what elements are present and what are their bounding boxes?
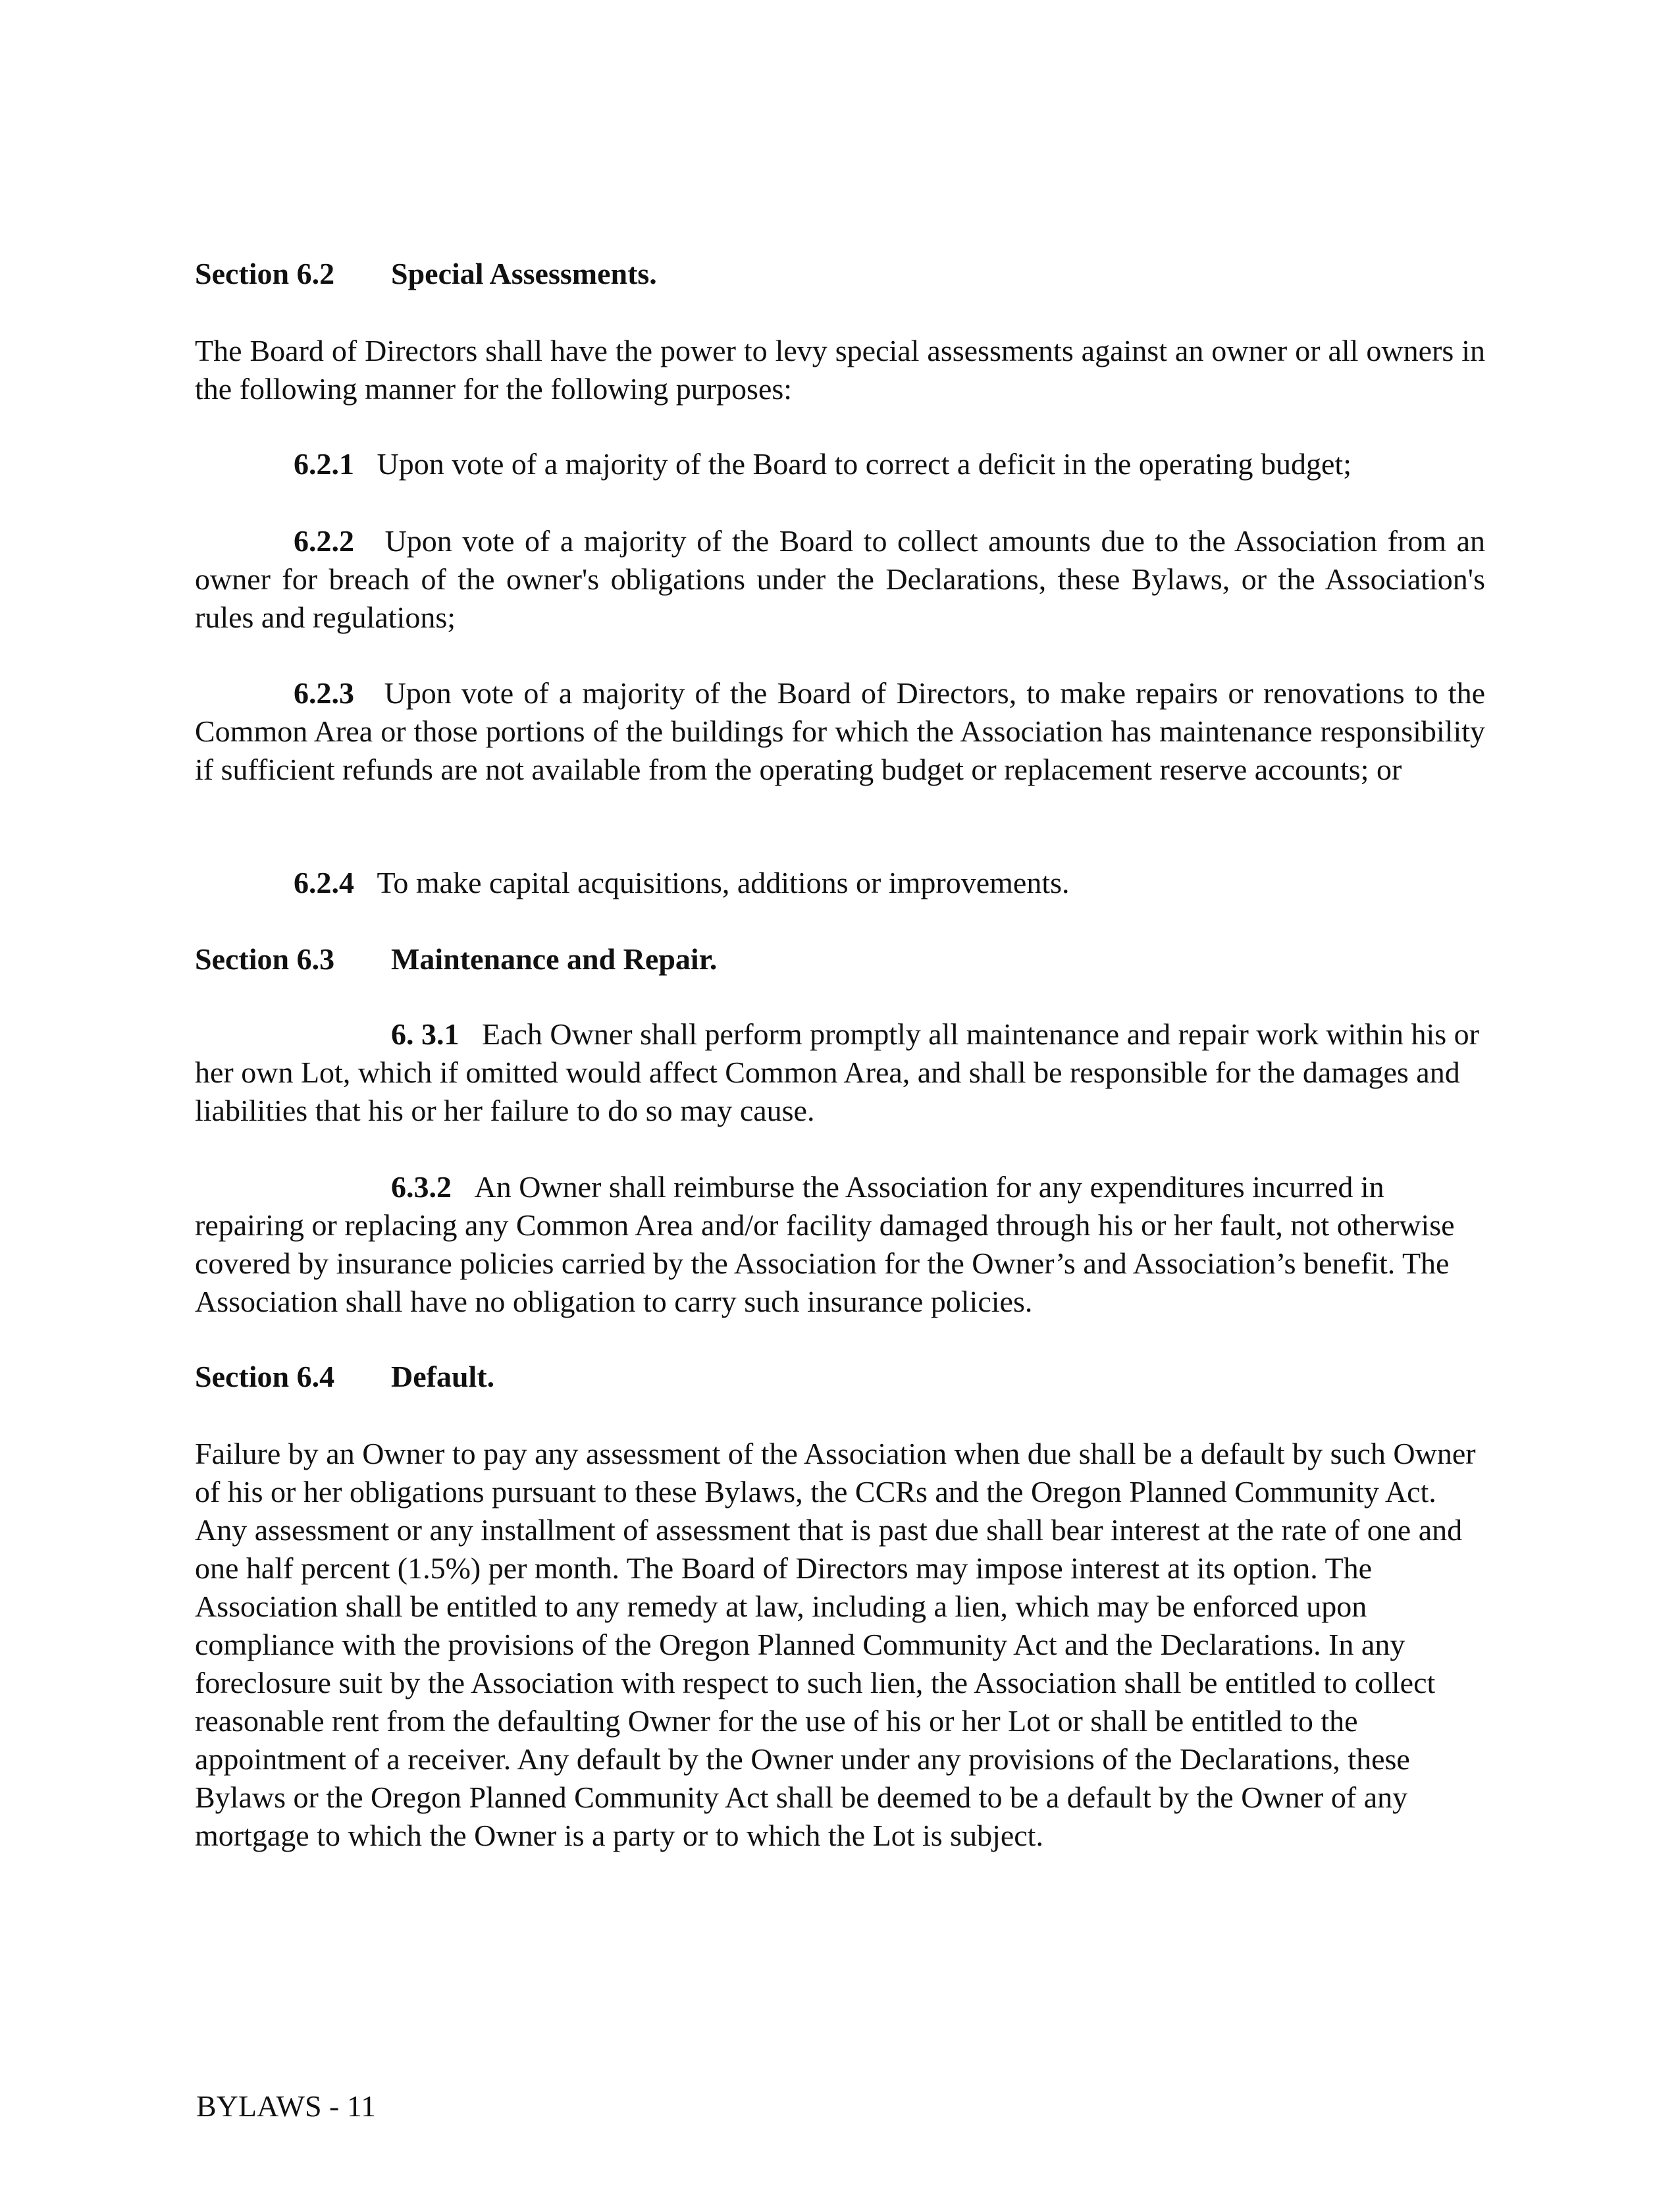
item-6-2-3 <box>195 674 1485 789</box>
item-6-3-2 <box>195 1168 1485 1321</box>
section-6-3-heading <box>195 940 1485 978</box>
section-number: Section 6.2 <box>195 257 335 290</box>
item-text: Upon vote of a majority of the Board of Directors, to make repairs or renovations to the Common Area or those portions of the buildings for which the Association has maintenance responsibility if sufficient refunds are not available from the operating budget or replacement reserve accounts; or <box>195 676 1485 786</box>
item-6-2-4 <box>195 864 1485 902</box>
item-number: 6.2.3 <box>294 676 354 710</box>
section-title: Maintenance and Repair. <box>391 942 718 976</box>
section-title: Default. <box>391 1360 495 1393</box>
item-text: Upon vote of a majority of the Board to correct a deficit in the operating budget; <box>377 447 1352 481</box>
item-6-3-1 <box>195 1015 1485 1130</box>
item-text: Each Owner shall perform promptly all maintenance and repair work within his or her own Lot, which if omitted would affect Common Area, and shall be responsible for the damages and liabilities that his or her failure to do so may cause. <box>195 1017 1479 1127</box>
item-text: Upon vote of a majority of the Board to collect amounts due to the Association from an owner for breach of the owner's obligations under the Declarations, these Bylaws, or the Association's rules and regulations; <box>195 524 1486 634</box>
item-text: To make capital acquisitions, additions or improvements. <box>377 866 1070 899</box>
item-number: 6. 3.1 <box>391 1017 459 1051</box>
item-number: 6.2.4 <box>294 866 354 899</box>
item-number: 6.2.2 <box>294 524 354 558</box>
section-number: Section 6.4 <box>195 1360 335 1393</box>
section-6-4-body: Failure by an Owner to pay any assessment of the Association when due shall be a default by such Owner of his or her obligations pursuant to these Bylaws, the CCRs and the Oregon Planned Community Act. Any assessment or any installment of assessment that is past due shall bear interest at the rate of one and one half percent (1.5%) per month. The Board of Directors may impose interest at its option. The Association shall be entitled to any remedy at law, including a lien, which may be enforced upon compliance with the provisions of the Oregon Planned Community Act and the Declarations. In any foreclosure suit by the Association with respect to such lien, the Association shall be entitled to collect reasonable rent from the defaulting Owner for the use of his or her Lot or shall be entitled to the appointment of a receiver. Any default by the Owner under any provisions of the Declarations, these Bylaws or the Oregon Planned Community Act shall be deemed to be a default by the Owner of any mortgage to which the Owner is a party or to which the Lot is subject. <box>195 1437 1476 1852</box>
item-6-2-1 <box>195 445 1485 483</box>
item-number: 6.2.1 <box>294 447 354 481</box>
section-number: Section 6.3 <box>195 942 335 976</box>
section-6-2-intro: The Board of Directors shall have the power to levy special assessments against an owner or all owners in the following manner for the following purposes: <box>195 334 1485 406</box>
section-6-4-heading <box>195 1358 1485 1396</box>
page-footer: BYLAWS - 11 <box>196 2089 377 2123</box>
item-text: An Owner shall reimburse the Association for any expenditures incurred in repairing or replacing any Common Area and/or facility damaged through his or her fault, not otherwise covered by insurance policies carried by the Association for the Owner’s and Association’s benefit. The Association shall have no obligation to carry such insurance policies. <box>195 1170 1455 1318</box>
item-number: 6.3.2 <box>391 1170 452 1204</box>
section-title: Special Assessments. <box>391 257 657 290</box>
section-6-2-heading <box>195 255 1485 293</box>
item-6-2-2 <box>195 522 1485 637</box>
